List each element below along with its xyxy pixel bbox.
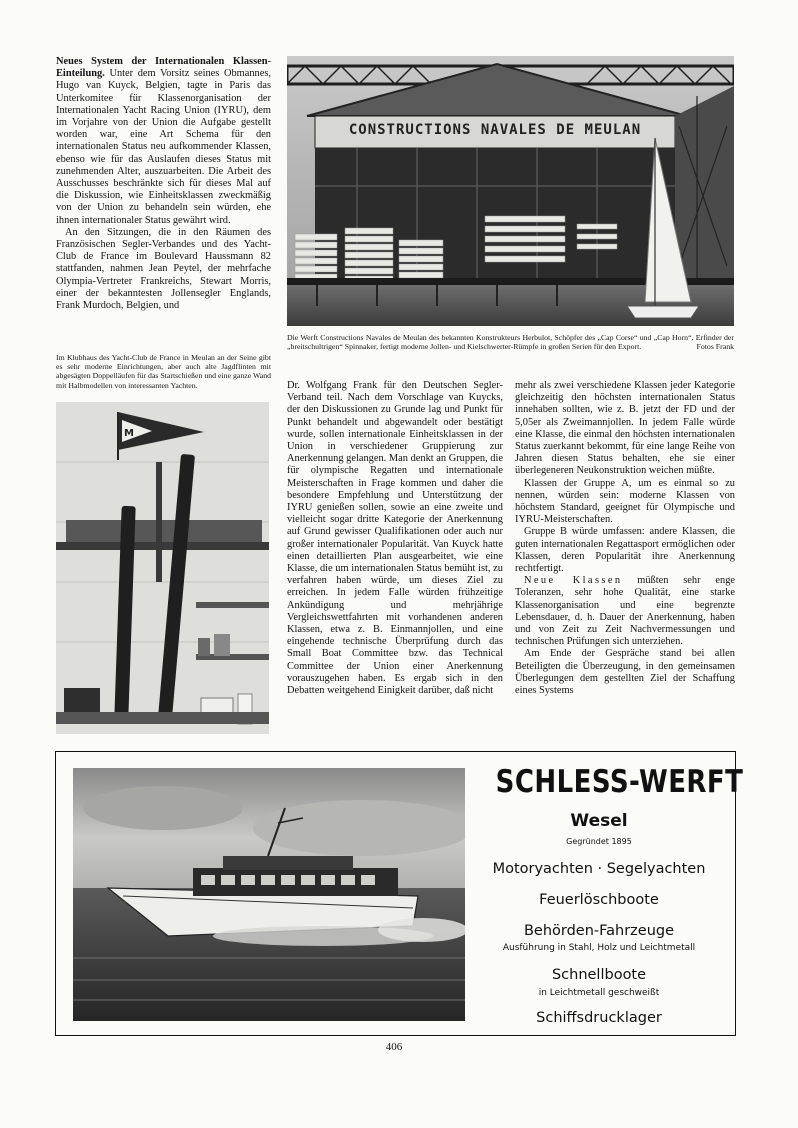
shipyard-caption-text: Die Werft Constructions Navales de Meulan des bekannten Konstrukteurs Herbulot, Schöpfer des „Cap Corse“ und „Cap Horn“, Erfinder der „breitschultrigen“ Spinnaker, fertigt moderne Jollen- und Kielschwerter-Rümpfe in großen Serien für den Export.	[287, 333, 734, 352]
ad-line-materials: Ausführung in Stahl, Holz und Leichtmetall	[502, 943, 696, 953]
ad-line-thrust-bearings: Schiffsdrucklager	[536, 1010, 662, 1026]
ad-line-fireboats: Feuerlöschboote	[539, 892, 659, 908]
article-paragraph: Dr. Wolfgang Frank für den Deutschen Segler-Verband teil. Nach dem Vorschlage van Kuycks, der den Diskussionen zu Grunde lag und Punkt für Punkt behandelt und abgewandelt oder bestätigt wurde, sollen internationale Einheitsklassen in der Union in verschiedener Gruppierung zur Anerkennung gelangen. Man denkt an Gruppen, die für olympische Regatten und internationale Meisterschaften in Frage kommen und daher die besondere Empfehlung und Unterstützung der IYRU genießen sollen, sowie an eine zweite und vielleicht sogar dritte Kategorie der Anerkennung auf Grund gewisser Qualifikationen oder auch nur großer internationaler Popularität. Van Kuyck hatte einen detaillierten Plan ausgearbeitet, wie eine Klasse, die um internationalen Status bemüht ist, zu verfahren haben würde, um dieses Ziel zu erreichen. In jedem Falle würden frühzeitige Ankündigung und mehrjährige Vergleichswettfahrten mit vorhandenen anderen Klassen, etwa z. B. Einmannjollen, und eine eingehende technische Überprüfung durch das Small Boat Committee bzw. das Technical Committee der Union einer Anerkennung vorauszugehen haben. Es ergab sich in den Debatten weitgehend Einigkeit darüber, daß nicht	[287, 380, 503, 697]
ad-line-speedboats: Schnellboote	[551, 967, 647, 983]
shipyard-caption	[287, 333, 734, 351]
ad-line-yachts: Motoryachten · Segelyachten	[492, 861, 706, 877]
ad-text-block	[476, 764, 744, 1027]
shipyard-photo	[287, 56, 734, 326]
spaced-heading: Neue Klassen	[524, 575, 623, 587]
article-column-1	[56, 56, 271, 312]
company-city: Wesel	[570, 811, 628, 831]
article-column-3	[515, 380, 735, 697]
shipyard-sign: CONSTRUCTIONS NAVALES DE MEULAN	[348, 122, 642, 138]
clubhouse-caption: Im Klubhaus des Yacht-Club de France in Meulan an der Seine gibt es sehr moderne Einrichtungen, aber auch alte Jagdflinten mit abgesägten Doppelläufen für das Startschießen und eine ganze Wand mit Halbmodellen von interessanten Yachten.	[56, 353, 271, 390]
article-text: müßten sehr enge Toleranzen, sehr hohe Qualität, eine starke Klassenorganisation und eine begrenzte Lebensdauer, d. h. Dauer der Anerkennung, haben und von Zeit zu Zeit Nachvermessungen und technischen Prüfungen sich unterziehen.	[515, 575, 736, 648]
motor-yacht-photo	[73, 768, 465, 1021]
article-paragraph	[56, 56, 271, 227]
article-paragraph	[515, 575, 735, 648]
article-lead-title: Neues System der Internationalen Klassen-Einteilung.	[56, 56, 271, 80]
advertisement	[55, 751, 744, 1036]
founded-year: Gegründet 1895	[566, 837, 632, 846]
article-paragraph: Am Ende der Gespräche stand bei allen Beteiligten die Überzeugung, in den gemeinsamen Überlegungen dem gestellten Ziel der Schaffung eines Systems	[515, 648, 735, 697]
article-paragraph: Klassen der Gruppe A, um es einmal so zu nennen, würden sein: moderne Klassen von höchstem Standard, geeignet für Olympische und IYRU-Meisterschaften.	[515, 477, 735, 526]
ad-line-welded: in Leichtmetall geschweißt	[538, 988, 660, 998]
company-name: SCHLESS-WERFT	[495, 764, 744, 800]
ad-line-authority-vessels: Behörden-Fahrzeuge	[523, 923, 675, 939]
page-number: 406	[385, 1041, 403, 1053]
article-paragraph: An den Sitzungen, die in den Räumen des Französischen Segler-Verbandes und des Yacht-Club de France im Boulevard Haussmann 82 stattfanden, nahmen Jean Peytel, der mehrfache Olympia-Vertreter Frankreichs, Stewart Morris, einer der bekanntesten Jollensegler Englands, Frank Murdoch, Belgien, und	[56, 226, 271, 312]
clubhouse-photo	[56, 402, 269, 734]
article-column-2	[287, 380, 503, 697]
article-paragraph: mehr als zwei verschiedene Klassen jeder Kategorie gleichzeitig den höchsten internationalen Status innehaben sollten, wie z. B. jetzt der FD und der 5,05er als Zweimannjollen. In jedem Falle würde eine Klasse, die einmal den höchsten internationalen Status zuerkannt bekommt, für eine lange Reihe von Jahren diesen Status behalten, ehe sie einer überlegeneren Neukonstruktion weichen müßte.	[515, 380, 735, 477]
article-paragraph: Gruppe B würde umfassen: andere Klassen, die guten internationalen Regattasport ermöglichen oder Klassen, deren Popularität ihre Anerkennung rechtfertigt.	[515, 526, 735, 575]
photo-credit: Fotos Frank	[696, 342, 734, 352]
article-text: Unter dem Vorsitz seines Obmannes, Hugo van Kuyck, Belgien, tagte in Paris das Unterkomitee für Klassenorganisation der Internationalen Yacht Racing Union (IYRU), dem im Vorjahre von der Union die Aufgabe gestellt worden war, eine Art Schema für den internationalen Status neu aufkommender Klassen, ebenso wie für das Auslaufen dieses Status mit zunehmenden Alter, auszuarbeiten. Die Arbeit des Ausschusses beschränkte sich für dieses Mal auf die Diskussion, wie Einheitsklassen zweckmäßig von der Union zu behandeln sein würden, ehe ihnen internationaler Status gewährt wird.	[56, 68, 271, 226]
svg-text:M: M	[124, 428, 134, 439]
